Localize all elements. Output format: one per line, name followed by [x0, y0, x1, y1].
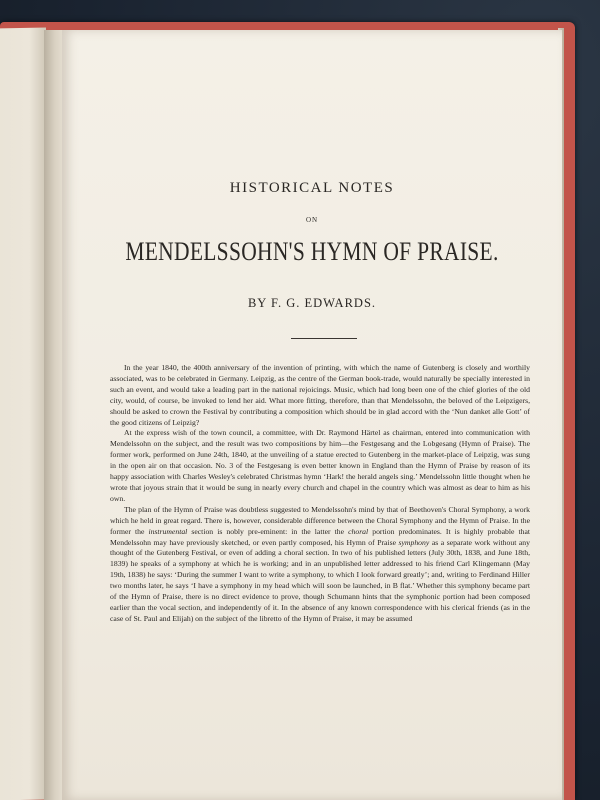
paragraph-3-emphasis-instrumental: instrumental — [148, 526, 188, 536]
paragraph-3-text-d: as a separate work without any thought of the Gutenberg Festival, or even of adding a choral section. In two of his published letters (July 30th, 1838, and June 18th, 1839) he speaks of a symphony at which he is working; and in an unpublished letter addressed to his friend Carl Klingemann (May 19th, 1838) he says: ‘During the summer I want to write a symphony, to which I look forward greatly’; and, writing to Ferdinand Hiller two months later, he says ‘I have a symphony in my head which will soon be launched, in B flat.’ Whether this symphony became part of the Hymn of Praise, there is no direct evidence to prove, though Schumann hints that the symphonic portion had been composed earlier than the vocal section, and independently of it. In the absence of any known correspondence with his clerical friends (as in the case of St. Paul and Elijah) on the subject of the libretto of the Hymn of Praise, it may be assumed — [110, 537, 530, 623]
paragraph-3-text-a: The plan of the Hymn of Praise was doubtless suggested to Mendelssohn's mind by that of Beethoven's Choral Symphony, a work which he held in great regard. There is, however, considerable difference between the Choral Symphony and the Hymn of Praise. In the former the — [110, 504, 530, 536]
paragraph-3-text-c: portion predominates. It is highly probable that Mendelssohn may have previously sketched, or even partly composed, his Hymn of Praise — [110, 526, 531, 547]
paragraph-3 — [110, 505, 530, 625]
paragraph-1: In the year 1840, the 400th anniversary of the invention of printing, with which the name of Gutenberg is closely and worthily associated, was to be celebrated in Germany. Leipzig, as the centre of the German book-trade, would naturally be specially interested in such an event, and would take a leading part in the national rejoicings. Music, which had long been one of the chief glories of the old city, would, of course, be invoked to lend her aid. What more fitting, therefore, than that Mendelssohn, the beloved of the Leipzigers, should be asked to crown the Festival by contributing a composition which should be in glad accord with the ‘Nun danket alle Gott’ of the good citizens of Leipzig? — [110, 363, 530, 427]
paragraph-2: At the express wish of the town council, a committee, with Dr. Raymond Härtel as chairman, entered into communication with Mendelssohn on the subject, and the result was two compositions by him—the Festgesang and the Lobgesang (Hymn of Praise). The former work, performed on June 24th, 1840, at the unveiling of a statue erected to Gutenberg in the market-place of Leipzig, was sung in the open air on that occasion. No. 3 of the Festgesang is even better known in England than the Hymn of Praise by reason of its happy association with Charles Wesley's celebrated Christmas hymn ‘Hark! the herald angels sing.’ Mendelssohn little thought when he wrote that joyous strain that it would be sung in nearly every church and chapel in the country which was almost as dear to him as his own. — [110, 428, 530, 503]
heading-title: MENDELSSOHN'S HYMN OF PRAISE. — [125, 236, 499, 266]
divider-rule — [291, 338, 357, 339]
article-body — [110, 363, 530, 625]
heading-connector: ON — [305, 216, 319, 224]
heading-line-1: HISTORICAL NOTES — [229, 180, 395, 196]
left-endpaper — [0, 28, 46, 800]
paragraph-3-emphasis-choral: choral — [348, 526, 369, 536]
paragraph-3-emphasis-symphony: symphony — [398, 537, 430, 547]
paragraph-3-text-b: section is nobly pre-eminent: in the latter the — [187, 526, 349, 536]
printed-page — [62, 30, 562, 800]
author-byline: BY F. G. EDWARDS. — [247, 296, 377, 310]
